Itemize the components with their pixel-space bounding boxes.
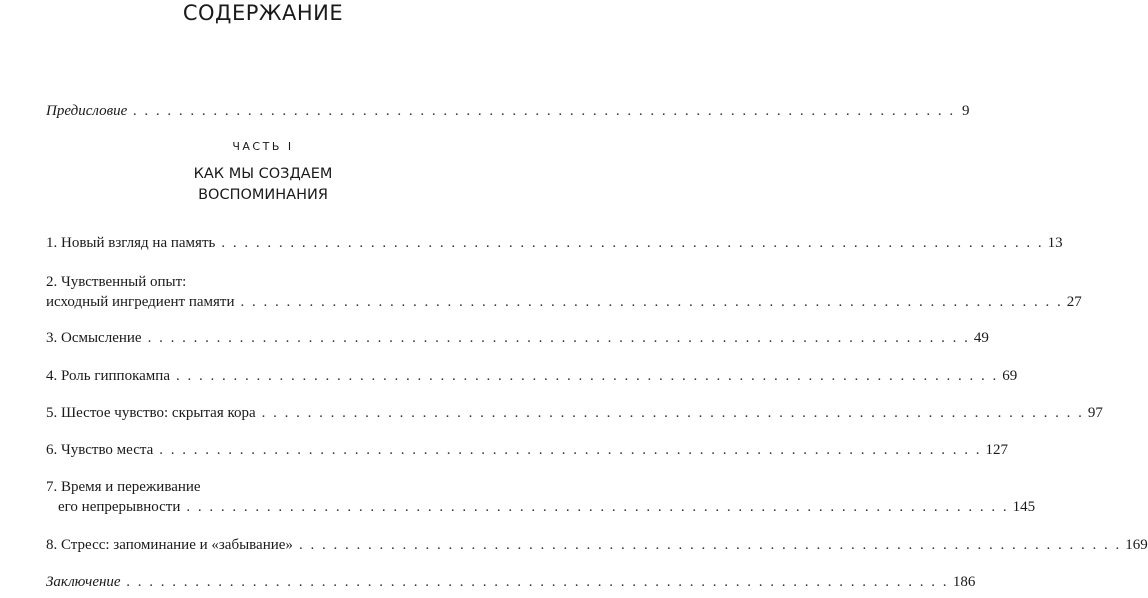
toc-entry-page: 186 <box>952 574 976 590</box>
leader-dots: . . . . . . . . . . . . . . . . . . . . . . . . . . . . . . . . . . . . . . . . . . . . . . . . . . . . . . . . . . . . . . . . . . . . . . . . <box>175 368 999 384</box>
toc-entry-page: 49 <box>973 330 989 346</box>
toc-entry-preface[interactable] <box>46 101 970 121</box>
part-label: ЧАСТЬ I <box>232 140 294 153</box>
toc-entry-page: 127 <box>985 442 1009 458</box>
toc-entry-label: 6. Чувство места <box>46 442 154 458</box>
leader-dots: . . . . . . . . . . . . . . . . . . . . . . . . . . . . . . . . . . . . . . . . . . . . . . . . . . . . . . . . . . . . . . . . . . . . . . . . <box>186 499 1009 515</box>
toc-entry-page: 97 <box>1087 405 1103 421</box>
toc-entry-label: Предисловие <box>46 103 128 119</box>
toc-entry-label: 3. Осмысление <box>46 330 142 346</box>
toc-entry-chapter-6[interactable] <box>46 440 1009 460</box>
leader-dots: . . . . . . . . . . . . . . . . . . . . . . . . . . . . . . . . . . . . . . . . . . . . . . . . . . . . . . . . . . . . . . . . . . . . . . . . <box>147 330 970 346</box>
leader-dots: . . . . . . . . . . . . . . . . . . . . . . . . . . . . . . . . . . . . . . . . . . . . . . . . . . . . . . . . . . . . . . . . . . . . . . . . <box>240 294 1063 310</box>
toc-entry-label: 8. Стресс: запоминание и «забывание» <box>46 537 293 553</box>
toc-entry-page: 69 <box>1002 368 1018 384</box>
toc-entry-label: 7. Время и переживание <box>46 479 201 495</box>
toc-entry-label: 4. Роль гиппокампа <box>46 368 170 384</box>
toc-entry-conclusion[interactable] <box>46 572 976 592</box>
toc-entry-chapter-2[interactable] <box>46 272 1082 312</box>
toc-entry-page: 9 <box>962 103 970 119</box>
page-title: СОДЕРЖАНИЕ <box>182 1 344 25</box>
toc-entry-page: 169 <box>1125 537 1148 553</box>
toc-entry-chapter-8[interactable] <box>46 535 1148 555</box>
toc-entry-label: 5. Шестое чувство: скрытая кора <box>46 405 256 421</box>
toc-entry-chapter-5[interactable] <box>46 403 1103 423</box>
toc-entry-page: 13 <box>1047 235 1063 251</box>
toc-entry-chapter-4[interactable] <box>46 366 1018 386</box>
toc-entry-chapter-1[interactable] <box>46 233 1063 253</box>
toc-entry-chapter-3[interactable] <box>46 328 989 348</box>
toc-entry-label-continued: исходный ингредиент памяти <box>46 294 235 310</box>
toc-entry-chapter-7[interactable] <box>46 477 1036 517</box>
toc-entry-label: Заключение <box>46 574 121 590</box>
leader-dots: . . . . . . . . . . . . . . . . . . . . . . . . . . . . . . . . . . . . . . . . . . . . . . . . . . . . . . . . . . . . . . . . . . . . . . . . <box>298 537 1122 553</box>
leader-dots: . . . . . . . . . . . . . . . . . . . . . . . . . . . . . . . . . . . . . . . . . . . . . . . . . . . . . . . . . . . . . . . . . . . . . . . . <box>221 235 1044 251</box>
leader-dots: . . . . . . . . . . . . . . . . . . . . . . . . . . . . . . . . . . . . . . . . . . . . . . . . . . . . . . . . . . . . . . . . . . . . . . . . <box>133 103 956 119</box>
leader-dots: . . . . . . . . . . . . . . . . . . . . . . . . . . . . . . . . . . . . . . . . . . . . . . . . . . . . . . . . . . . . . . . . . . . . . . . . <box>261 405 1084 421</box>
toc-entry-page: 145 <box>1012 499 1036 515</box>
leader-dots: . . . . . . . . . . . . . . . . . . . . . . . . . . . . . . . . . . . . . . . . . . . . . . . . . . . . . . . . . . . . . . . . . . . . . . . . <box>126 574 949 590</box>
part-title-line: КАК МЫ СОЗДАЕМ <box>193 166 333 182</box>
toc-entry-label-continued: его непрерывности <box>58 499 181 515</box>
toc-entry-label: 1. Новый взгляд на память <box>46 235 216 251</box>
part-title <box>0 164 526 206</box>
toc-entry-page: 27 <box>1066 294 1082 310</box>
toc-entry-label: 2. Чувственный опыт: <box>46 274 187 290</box>
leader-dots: . . . . . . . . . . . . . . . . . . . . . . . . . . . . . . . . . . . . . . . . . . . . . . . . . . . . . . . . . . . . . . . . . . . . . . . . <box>159 442 982 458</box>
part-title-line: ВОСПОМИНАНИЯ <box>198 187 328 203</box>
